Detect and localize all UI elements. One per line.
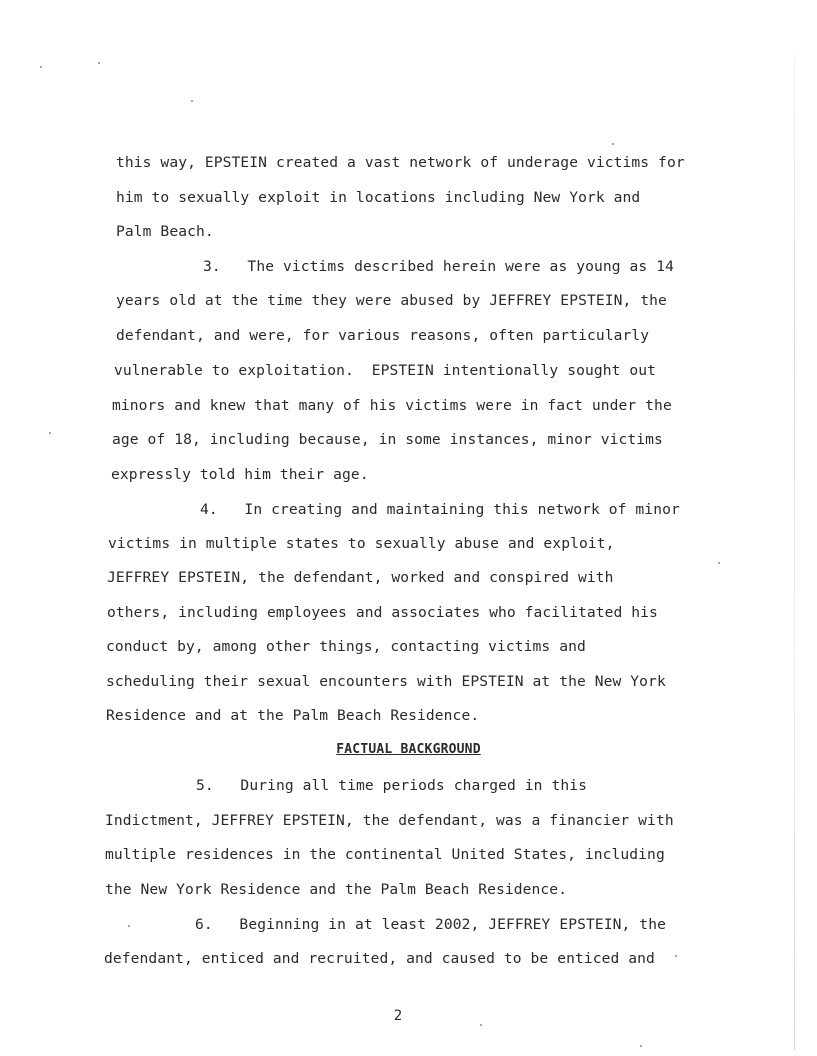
scan-speck <box>675 955 677 957</box>
scan-speck <box>40 66 42 68</box>
text-line: Residence and at the Palm Beach Residence. <box>106 707 480 724</box>
page-edge-shadow <box>794 50 795 1050</box>
scan-speck <box>128 925 130 927</box>
text-line: the New York Residence and the Palm Beach Residence. <box>105 881 568 898</box>
page-number: 2 <box>393 1008 403 1024</box>
text-line: defendant, and were, for various reasons, often particularly <box>116 327 650 344</box>
text-line: Palm Beach. <box>116 223 214 240</box>
text-line: victims in multiple states to sexually abuse and exploit, <box>108 535 615 552</box>
text-line: him to sexually exploit in locations including New York and <box>116 189 641 206</box>
paragraph-6-start: 6. Beginning in at least 2002, JEFFREY EPSTEIN, the <box>195 916 666 933</box>
scan-speck <box>640 1045 642 1047</box>
text-line: minors and knew that many of his victims were in fact under the <box>112 397 672 414</box>
scan-speck <box>191 100 193 102</box>
text-line: conduct by, among other things, contacting victims and <box>106 638 586 655</box>
text-line: age of 18, including because, in some instances, minor victims <box>112 431 663 448</box>
paragraph-5-start: 5. During all time periods charged in this <box>196 777 587 794</box>
scan-speck <box>612 143 614 145</box>
scan-speck <box>718 562 720 564</box>
text-line: this way, EPSTEIN created a vast network of underage victims for <box>116 154 685 171</box>
text-line: multiple residences in the continental United States, including <box>105 846 665 863</box>
scan-speck <box>49 432 51 434</box>
text-line: vulnerable to exploitation. EPSTEIN intentionally sought out <box>114 362 657 379</box>
paragraph-4-start: 4. In creating and maintaining this network of minor <box>200 501 680 518</box>
text-line: years old at the time they were abused by JEFFREY EPSTEIN, the <box>116 292 667 309</box>
text-line: JEFFREY EPSTEIN, the defendant, worked and conspired with <box>107 569 614 586</box>
paragraph-3-start: 3. The victims described herein were as young as 14 <box>203 258 674 275</box>
text-line: expressly told him their age. <box>111 466 369 483</box>
section-heading: FACTUAL BACKGROUND <box>336 742 481 757</box>
text-line: scheduling their sexual encounters with EPSTEIN at the New York <box>106 673 666 690</box>
text-line: Indictment, JEFFREY EPSTEIN, the defendant, was a financier with <box>105 812 674 829</box>
scan-speck <box>480 1024 482 1026</box>
text-line: defendant, enticed and recruited, and caused to be enticed and <box>104 950 655 967</box>
text-line: others, including employees and associates who facilitated his <box>107 604 658 621</box>
scan-speck <box>98 62 100 64</box>
